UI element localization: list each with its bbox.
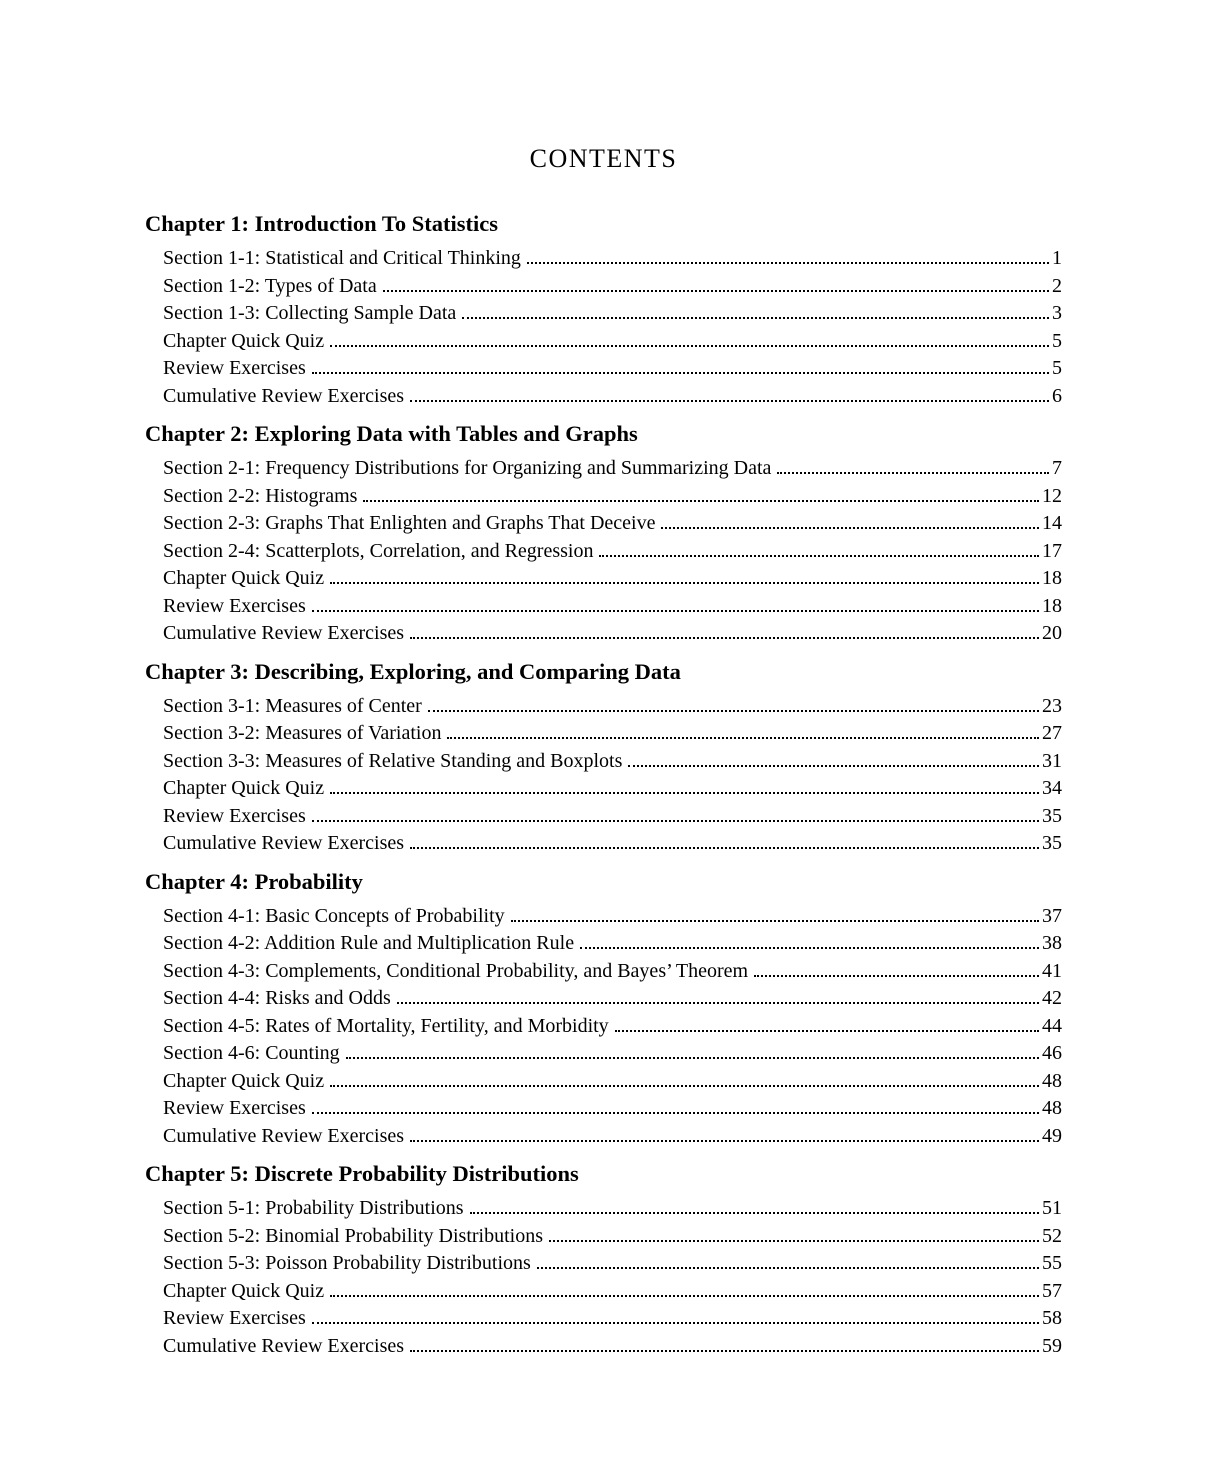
entry-label: Section 4-5: Rates of Mortality, Fertility, and Morbidity: [163, 1014, 609, 1037]
toc-entry: [145, 1068, 1062, 1096]
dot-leader: [363, 500, 1039, 502]
entry-label: Section 5-2: Binomial Probability Distributions: [163, 1224, 543, 1247]
chapter-block: [145, 866, 1062, 1151]
entry-label: Review Exercises: [163, 804, 306, 827]
entry-label: Section 2-3: Graphs That Enlighten and Graphs That Deceive: [163, 512, 656, 534]
chapter-heading: Chapter 1: Introduction To Statistics: [145, 211, 498, 236]
toc-entry: [145, 748, 1062, 776]
entry-page-number: 7: [1052, 457, 1062, 479]
entry-label: Chapter Quick Quiz: [163, 329, 325, 352]
dot-leader: [511, 920, 1039, 922]
toc-entry: [145, 1223, 1062, 1251]
chapter-heading: Chapter 3: Describing, Exploring, and Comparing Data: [145, 658, 681, 684]
entry-label: Section 2-2: Histograms: [163, 484, 358, 507]
chapter-heading: Chapter 4: Probability: [145, 868, 363, 894]
chapter-entries: [145, 903, 1062, 1151]
toc-entry: [145, 1278, 1062, 1306]
entry-page-number: 6: [1052, 384, 1062, 407]
toc-entry: [145, 720, 1062, 748]
entry-page-number: 42: [1042, 987, 1062, 1009]
toc-entry: [145, 593, 1062, 621]
dot-leader: [628, 765, 1039, 767]
entry-page-number: 14: [1042, 512, 1062, 534]
toc-entry: [145, 328, 1062, 356]
chapter-list: [145, 208, 1062, 1360]
entry-page-number: 3: [1052, 302, 1062, 324]
chapter-heading: Chapter 5: Discrete Probability Distributions: [145, 1161, 579, 1186]
entry-label: Section 1-2: Types of Data: [163, 274, 377, 297]
toc-entry: [145, 1195, 1062, 1223]
dot-leader: [549, 1240, 1039, 1242]
toc-entry: [145, 1040, 1062, 1068]
entry-page-number: 49: [1042, 1124, 1062, 1147]
dot-leader: [330, 345, 1049, 347]
entry-page-number: 35: [1042, 804, 1062, 827]
dot-leader: [410, 637, 1039, 639]
dot-leader: [312, 1112, 1039, 1114]
entry-label: Review Exercises: [163, 594, 306, 617]
toc-entry: [145, 510, 1062, 538]
dot-leader: [470, 1212, 1039, 1214]
entry-label: Section 1-3: Collecting Sample Data: [163, 302, 457, 324]
toc-entry: [145, 903, 1062, 931]
dot-leader: [410, 1350, 1039, 1352]
dot-leader: [410, 1140, 1039, 1142]
dot-leader: [462, 317, 1049, 319]
entry-page-number: 12: [1042, 484, 1062, 507]
dot-leader: [447, 737, 1039, 739]
toc-entry: [145, 1250, 1062, 1278]
entry-page-number: 48: [1042, 1069, 1062, 1092]
entry-label: Section 3-1: Measures of Center: [163, 694, 422, 717]
dot-leader: [777, 472, 1049, 474]
entry-page-number: 41: [1042, 959, 1062, 982]
entry-label: Review Exercises: [163, 1307, 306, 1329]
entry-page-number: 46: [1042, 1042, 1062, 1064]
entry-label: Cumulative Review Exercises: [163, 1124, 405, 1147]
entry-page-number: 52: [1042, 1224, 1062, 1247]
dot-leader: [754, 975, 1039, 977]
entry-label: Section 4-3: Complements, Conditional Probability, and Bayes’ Theorem: [163, 959, 749, 982]
chapter-entries: [145, 1195, 1062, 1360]
toc-entry: [145, 803, 1062, 831]
chapter-entries: [145, 455, 1062, 648]
entry-label: Chapter Quick Quiz: [163, 1279, 325, 1302]
dot-leader: [537, 1267, 1039, 1269]
dot-leader: [330, 1295, 1039, 1297]
entry-page-number: 5: [1052, 357, 1062, 379]
entry-label: Section 5-1: Probability Distributions: [163, 1197, 464, 1219]
entry-page-number: 18: [1042, 567, 1062, 589]
toc-entry: [145, 300, 1062, 328]
toc-entry: [145, 245, 1062, 273]
entry-label: Section 2-4: Scatterplots, Correlation, and Regression: [163, 539, 594, 562]
dot-leader: [580, 947, 1039, 949]
entry-page-number: 48: [1042, 1097, 1062, 1119]
entry-label: Chapter Quick Quiz: [163, 567, 325, 589]
dot-leader: [397, 1002, 1039, 1004]
entry-label: Chapter Quick Quiz: [163, 777, 325, 799]
toc-entry: [145, 693, 1062, 721]
toc-entry: [145, 355, 1062, 383]
dot-leader: [661, 527, 1039, 529]
toc-entry: [145, 1333, 1062, 1361]
dot-leader: [312, 1322, 1039, 1324]
toc-entry: [145, 830, 1062, 858]
entry-page-number: 34: [1042, 777, 1062, 799]
entry-page-number: 55: [1042, 1252, 1062, 1274]
entry-label: Review Exercises: [163, 357, 306, 379]
toc-entry: [145, 1305, 1062, 1333]
dot-leader: [410, 847, 1039, 849]
toc-entry: [145, 565, 1062, 593]
dot-leader: [312, 610, 1039, 612]
entry-page-number: 20: [1042, 622, 1062, 644]
dot-leader: [599, 555, 1039, 557]
entry-page-number: 17: [1042, 539, 1062, 562]
toc-entry: [145, 930, 1062, 958]
entry-page-number: 35: [1042, 832, 1062, 854]
chapter-block: [145, 418, 1062, 648]
toc-entry: [145, 483, 1062, 511]
entry-label: Review Exercises: [163, 1097, 306, 1119]
toc-entry: [145, 455, 1062, 483]
entry-page-number: 1: [1052, 247, 1062, 269]
entry-label: Section 4-4: Risks and Odds: [163, 987, 391, 1009]
chapter-block: [145, 208, 1062, 410]
dot-leader: [330, 792, 1039, 794]
entry-label: Chapter Quick Quiz: [163, 1069, 325, 1092]
toc-entry: [145, 538, 1062, 566]
entry-page-number: 38: [1042, 932, 1062, 954]
entry-page-number: 57: [1042, 1279, 1062, 1302]
dot-leader: [346, 1057, 1039, 1059]
dot-leader: [615, 1030, 1039, 1032]
entry-page-number: 44: [1042, 1014, 1062, 1037]
chapter-block: [145, 656, 1062, 858]
entry-label: Section 5-3: Poisson Probability Distributions: [163, 1252, 531, 1274]
entry-label: Cumulative Review Exercises: [163, 1334, 405, 1357]
entry-label: Section 3-2: Measures of Variation: [163, 722, 442, 744]
dot-leader: [312, 820, 1039, 822]
toc-entry: [145, 1013, 1062, 1041]
entry-label: Cumulative Review Exercises: [163, 384, 405, 407]
entry-label: Section 2-1: Frequency Distributions for Organizing and Summarizing Data: [163, 457, 772, 479]
entry-page-number: 37: [1042, 904, 1062, 927]
toc-entry: [145, 1095, 1062, 1123]
entry-page-number: 27: [1042, 722, 1062, 744]
entry-page-number: 23: [1042, 694, 1062, 717]
entry-page-number: 18: [1042, 594, 1062, 617]
chapter-heading: Chapter 2: Exploring Data with Tables and Graphs: [145, 421, 638, 446]
chapter-entries: [145, 245, 1062, 410]
entry-label: Section 4-1: Basic Concepts of Probability: [163, 904, 505, 927]
entry-page-number: 2: [1052, 274, 1062, 297]
chapter-block: [145, 1158, 1062, 1360]
dot-leader: [527, 262, 1049, 264]
entry-page-number: 58: [1042, 1307, 1062, 1329]
entry-label: Section 1-1: Statistical and Critical Thinking: [163, 247, 521, 269]
entry-page-number: 5: [1052, 329, 1062, 352]
chapter-entries: [145, 693, 1062, 858]
entry-label: Cumulative Review Exercises: [163, 832, 405, 854]
toc-entry: [145, 620, 1062, 648]
dot-leader: [410, 400, 1049, 402]
dot-leader: [383, 290, 1049, 292]
page-title: CONTENTS: [529, 144, 678, 173]
dot-leader: [330, 582, 1039, 584]
entry-label: Cumulative Review Exercises: [163, 622, 405, 644]
toc-entry: [145, 273, 1062, 301]
entry-page-number: 59: [1042, 1334, 1062, 1357]
dot-leader: [330, 1085, 1039, 1087]
toc-entry: [145, 958, 1062, 986]
dot-leader: [312, 372, 1049, 374]
entry-page-number: 51: [1042, 1197, 1062, 1219]
toc-entry: [145, 383, 1062, 411]
entry-label: Section 4-2: Addition Rule and Multiplication Rule: [163, 932, 575, 954]
toc-entry: [145, 775, 1062, 803]
entry-label: Section 3-3: Measures of Relative Standing and Boxplots: [163, 749, 623, 772]
entry-label: Section 4-6: Counting: [163, 1042, 340, 1064]
entry-page-number: 31: [1042, 749, 1062, 772]
toc-entry: [145, 1123, 1062, 1151]
toc-entry: [145, 985, 1062, 1013]
dot-leader: [428, 710, 1039, 712]
